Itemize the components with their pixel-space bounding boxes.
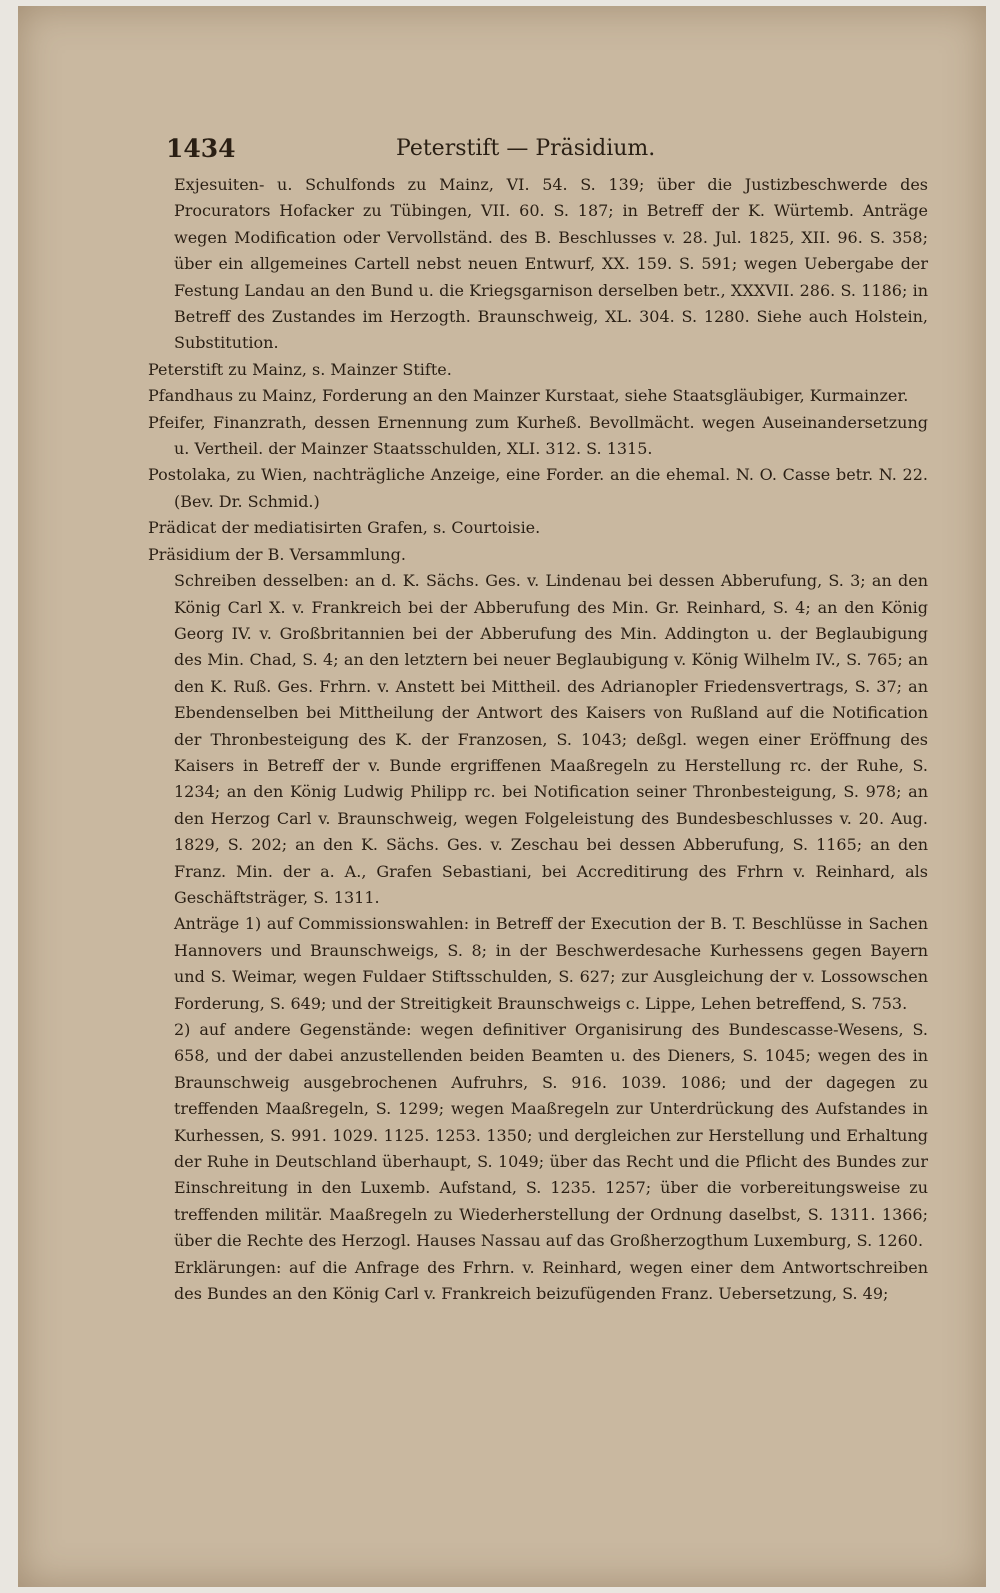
running-title: Peterstift — Präsidium.	[396, 136, 656, 161]
entry-continuation: Exjesuiten- u. Schulfonds zu Mainz, VI. 54. S. 139; über die Justizbeschwerde des Procurators Hofacker zu Tübingen, VII. 60. S. 187; in Betreff der K. Würtemb. Anträge wegen Modification oder Vervollständ. des B. Beschlusses v. 28. Jul. 1825, XII. 96. S. 358; über ein allgemeines Cartell nebst neuen Entwurf, XX. 159. S. 591; wegen Uebergabe der Festung Landau an den Bund u. die Kriegsgarnison derselben betr., XXXVII. 286. S. 1186; in Betreff des Zustandes im Herzogth. Braunschweig, XL. 304. S. 1280. Siehe auch Holstein, Substitution.	[174, 175, 928, 353]
entry-pfeifer: Pfeifer, Finanzrath, dessen Ernennung zum Kurheß. Bevollmächt. wegen Auseinandersetzung u. Vertheil. der Mainzer Staatsschulden, XLI. 312. S. 1315.	[148, 412, 928, 459]
subentry-erklaerungen: Erklärungen: auf die Anfrage des Frhrn. v. Reinhard, wegen einer dem Antwortschreiben des Bundes an den König Carl v. Frankreich beizufügenden Franz. Uebersetzung, S. 49;	[174, 1257, 928, 1304]
entry-praesidium: Präsidium der B. Versammlung.	[148, 544, 406, 564]
subentry-antraege-2: 2) auf andere Gegenstände: wegen definitiver Organisirung des Bundescasse-Wesens, S. 658, und der dabei anzustellenden beiden Beamten u. des Dieners, S. 1045; wegen des in Braunschweig ausgebrochenen Aufruhrs, S. 916. 1039. 1086; und der dagegen zu treffenden Maaßregeln, S. 1299; wegen Maaßregeln zur Unterdrückung des Aufstandes in Kurhessen, S. 991. 1029. 1125. 1253. 1350; und dergleichen zur Herstellung und Erhaltung der Ruhe in Deutschland überhaupt, S. 1049; über das Recht und die Pflicht des Bundes zur Einschreitung in den Luxemb. Aufstand, S. 1235. 1257; über die vorbereitungsweise zu treffenden militär. Maaßregeln zu Wiederherstellung der Ordnung daselbst, S. 1311. 1366; über die Rechte des Herzogl. Hauses Nassau auf das Großherzogthum Luxemburg, S. 1260.	[174, 1020, 928, 1251]
page-header	[166, 134, 686, 174]
subentry-antraege-1: Anträge 1) auf Commissionswahlen: in Betreff der Execution der B. T. Beschlüsse in Sachen Hannovers und Braunschweigs, S. 8; in der Beschwerdesache Kurhessens gegen Bayern und S. Weimar, wegen Fuldaer Stiftsschulden, S. 627; zur Ausgleichung der v. Lossowschen Forderung, S. 649; und der Streitigkeit Braunschweigs c. Lippe, Lehen betreffend, S. 753.	[174, 914, 928, 1013]
entry-praedicat: Prädicat der mediatisirten Grafen, s. Courtoisie.	[148, 518, 541, 538]
page-number: 1434	[166, 134, 236, 163]
subentry-schreiben: Schreiben desselben: an d. K. Sächs. Ges. v. Lindenau bei dessen Abberufung, S. 3; an den König Carl X. v. Frankreich bei der Abberufung des Min. Gr. Reinhard, S. 4; an den König Georg IV. v. Großbritannien bei der Abberufung des Min. Addington u. der Beglaubigung des Min. Chad, S. 4; an den letztern bei neuer Beglaubigung v. König Wilhelm IV., S. 765; an den K. Ruß. Ges. Frhrn. v. Anstett bei Mittheil. des Adrianopler Friedensvertrags, S. 37; an Ebendenselben bei Mittheilung der Antwort des Kaisers von Rußland auf die Notification der Thronbesteigung des K. der Franzosen, S. 1043; deßgl. wegen einer Eröffnung des Kaisers in Betreff der v. Bunde ergriffenen Maaßregeln zu Herstellung rc. der Ruhe, S. 1234; an den König Ludwig Philipp rc. bei Notification seiner Thronbesteigung, S. 978; an den Herzog Carl v. Braunschweig, wegen Folgeleistung des Bundesbeschlusses v. 20. Aug. 1829, S. 202; an den K. Sächs. Ges. v. Zeschau bei dessen Abberufung, S. 1165; an den Franz. Min. der a. A., Grafen Sebastiani, bei Accreditirung des Frhrn v. Reinhard, als Geschäftsträger, S. 1311.	[174, 571, 928, 907]
entry-postolaka: Postolaka, zu Wien, nachträgliche Anzeige, eine Forder. an die ehemal. N. O. Casse betr. N. 22. (Bev. Dr. Schmid.)	[148, 465, 928, 511]
entry-pfandhaus: Pfandhaus zu Mainz, Forderung an den Mainzer Kurstaat, siehe Staatsgläubiger, Kurmainzer.	[148, 386, 909, 406]
index-text	[148, 172, 928, 1307]
entry-peterstift: Peterstift zu Mainz, s. Mainzer Stifte.	[148, 359, 452, 379]
